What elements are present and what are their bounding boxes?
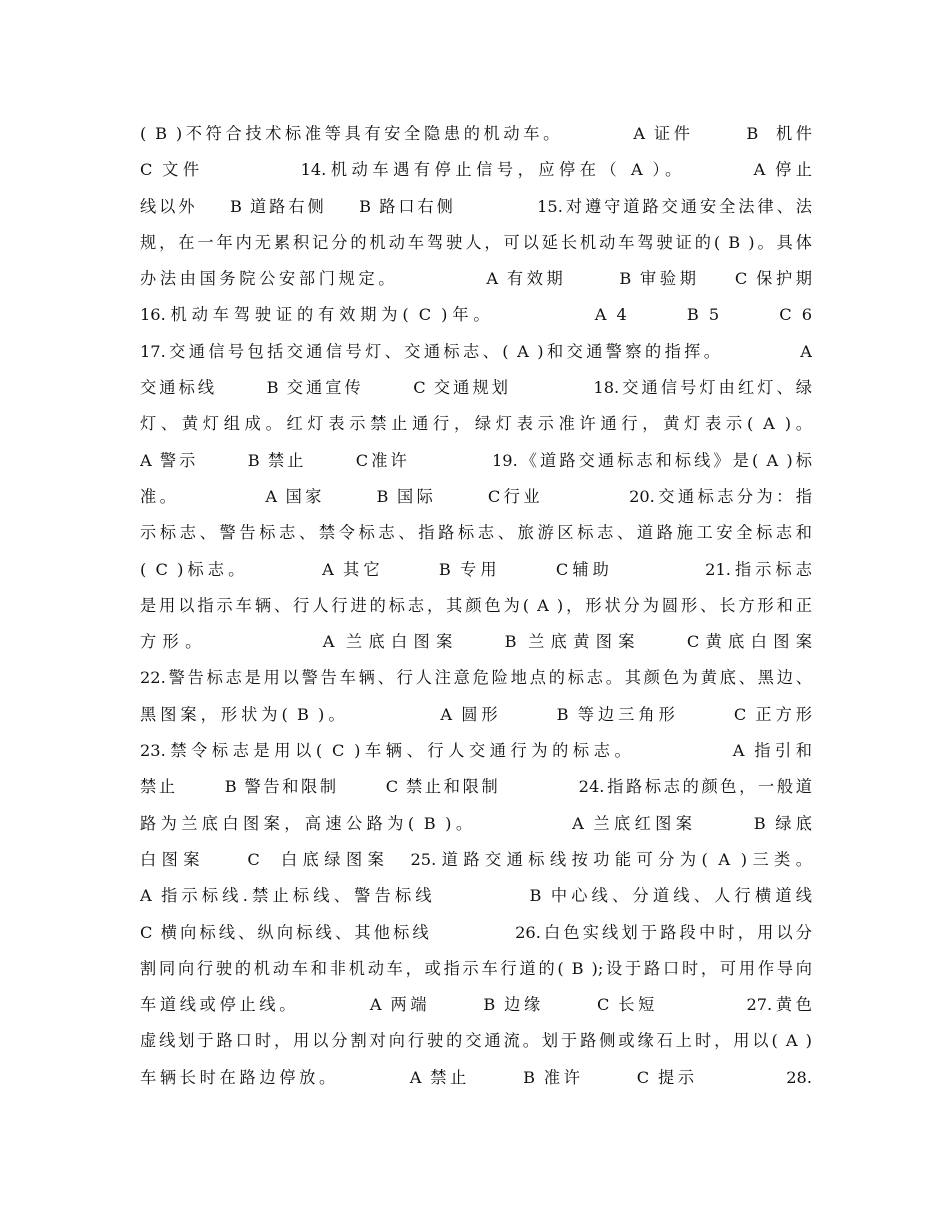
- text-line: 割同向行驶的机动车和非机动车，或指示车行道的( B );设于路口时，可用作导向: [140, 958, 812, 978]
- text-line: 禁止 B 警告和限制 C 禁止和限制 24.指路标志的颜色，一般道: [140, 777, 812, 797]
- text-line: 交通标线 B 交通宣传 C 交通规划 18.交通信号灯由红灯、绿: [140, 378, 812, 398]
- text-line: C 文件 14.机动车遇有停止信号，应停在（ A ）。 A 停止: [140, 160, 812, 180]
- text-line: ( B )不符合技术标准等具有安全隐患的机动车。 A 证件 B 机件: [140, 124, 812, 143]
- text-line: 路为兰底白图案，高速公路为( B )。 A 兰底红图案 B 绿底: [140, 813, 812, 833]
- text-line: A 指示标线.禁止标线、警告标线 B 中心线、分道线、人行横道线: [140, 886, 812, 906]
- text-line: 车道线或停止线。 A 两端 B 边缘 C 长短 27.黄色: [140, 995, 812, 1015]
- text-line: 车辆长时在路边停放。 A 禁止 B 准许 C 提示 28.: [140, 1067, 812, 1087]
- text-line: 准。 A 国家 B 国际 C行业 20.交通标志分为：指: [140, 486, 812, 506]
- text-line: 办法由国务院公安部门规定。 A 有效期 B 审验期 C 保护期: [140, 269, 812, 289]
- text-line: 22.警告标志是用以警告车辆、行人注意危险地点的标志。其颜色为黄底、黑边、: [140, 668, 812, 688]
- text-line: 方形。 A 兰底白图案 B 兰底黄图案 C黄底白图案: [140, 632, 812, 652]
- text-line: 17.交通信号包括交通信号灯、交通标志、( A )和交通警察的指挥。 A: [140, 341, 812, 361]
- question-text-block: [140, 116, 812, 1096]
- text-line: 23.禁令标志是用以( C )车辆、行人交通行为的标志。 A 指引和: [140, 741, 812, 761]
- text-line: ( C )标志。 A 其它 B 专用 C辅助 21.指示标志: [140, 559, 812, 579]
- text-line: 黑图案，形状为( B )。 A 圆形 B 等边三角形 C 正方形: [140, 704, 812, 724]
- text-line: 示标志、警告标志、禁令标志、指路标志、旅游区标志、道路施工安全标志和: [140, 523, 812, 543]
- text-line: 白图案 C 白底绿图案 25.道路交通标线按功能可分为( A )三类。: [140, 849, 812, 869]
- text-line: 是用以指示车辆、行人行进的标志，其颜色为( A )，形状分为圆形、长方形和正: [140, 595, 812, 615]
- text-line: 16.机动车驾驶证的有效期为( C )年。 A 4 B 5 C 6: [140, 305, 812, 325]
- text-line: A 警示 B 禁止 C准许 19.《道路交通标志和标线》是( A )标: [140, 450, 812, 470]
- text-line: 线以外 B 道路右侧 B 路口右侧 15.对遵守道路交通安全法律、法: [140, 196, 812, 216]
- text-line: 灯、黄灯组成。红灯表示禁止通行，绿灯表示准许通行，黄灯表示( A )。: [140, 414, 812, 434]
- text-line: 规，在一年内无累积记分的机动车驾驶人，可以延长机动车驾驶证的( B )。具体: [140, 232, 812, 252]
- text-line: 虚线划于路口时，用以分割对向行驶的交通流。划于路侧或缘石上时，用以( A ): [140, 1031, 812, 1051]
- text-line: C 横向标线、纵向标线、其他标线 26.白色实线划于路段中时，用以分: [140, 922, 812, 942]
